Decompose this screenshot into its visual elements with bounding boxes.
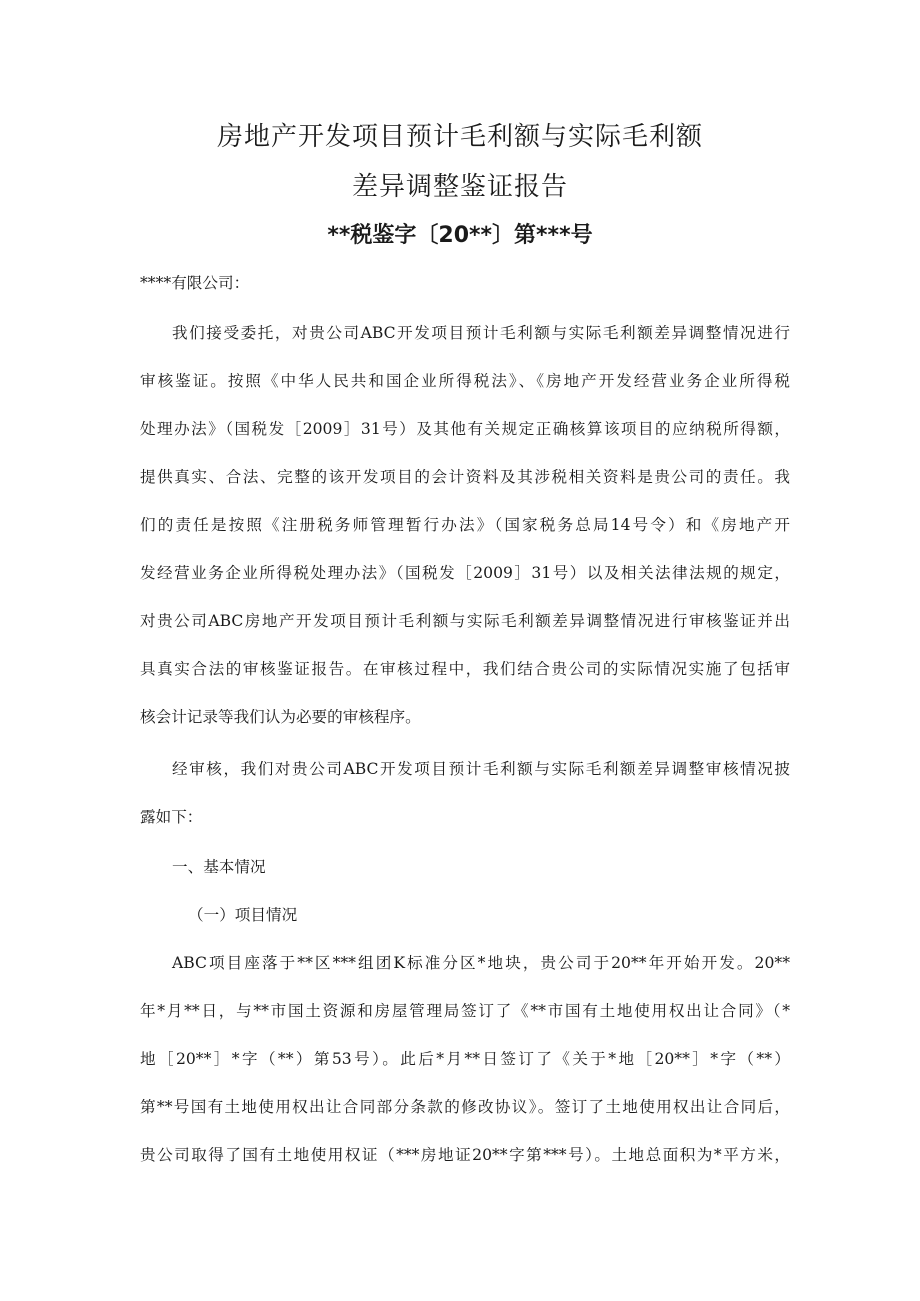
paragraph-3-line: 地［20**］*字（**）第53号）。此后*月**日签订了《关于*地［20**］*字（**）	[140, 1050, 790, 1068]
paragraph-3-line: 年*月**日，与**市国土资源和房屋管理局签订了《**市国有土地使用权出让合同》（*	[140, 1002, 790, 1020]
report-title-line-1: 房地产开发项目预计毛利额与实际毛利额	[216, 122, 703, 152]
paragraph-3-line: ABC项目座落于**区***组团K标准分区*地块，贵公司于20**年开始开发。20**	[172, 954, 790, 972]
section-heading: 一、基本情况	[172, 858, 266, 876]
paragraph-1-line: 审核鉴证。按照《中华人民共和国企业所得税法》、《房地产开发经营业务企业所得税	[140, 372, 790, 390]
paragraph-1-line: 对贵公司ABC房地产开发项目预计毛利额与实际毛利额差异调整情况进行审核鉴证并出	[140, 612, 790, 630]
paragraph-1-line: 处理办法》（国税发［2009］31号）及其他有关规定正确核算该项目的应纳税所得额，	[140, 420, 790, 438]
paragraph-1-line: 们的责任是按照《注册税务师管理暂行办法》（国家税务总局14号令）和《房地产开	[140, 516, 790, 534]
paragraph-1-line: 核会计记录等我们认为必要的审核程序。	[140, 708, 421, 726]
addressee: ****有限公司：	[140, 274, 250, 292]
paragraph-3-line: 第**号国有土地使用权出让合同部分条款的修改协议》。签订了土地使用权出让合同后，	[140, 1098, 790, 1116]
paragraph-2-line: 经审核，我们对贵公司ABC开发项目预计毛利额与实际毛利额差异调整审核情况披	[172, 760, 790, 778]
paragraph-1-line: 发经营业务企业所得税处理办法》（国税发［2009］31号）以及相关法律法规的规定，	[140, 564, 790, 582]
paragraph-3-line: 贵公司取得了国有土地使用权证（***房地证20**字第***号）。土地总面积为*平方米，	[140, 1146, 790, 1164]
document-number: **税鉴字〔20**〕第***号	[327, 223, 593, 248]
subsection-heading: （一）项目情况	[188, 906, 298, 924]
paragraph-1-line: 具真实合法的审核鉴证报告。在审核过程中，我们结合贵公司的实际情况实施了包括审	[140, 660, 790, 678]
paragraph-2-line: 露如下：	[140, 808, 203, 826]
report-title-line-2: 差异调整鉴证报告	[351, 172, 568, 202]
paragraph-1-line: 提供真实、合法、完整的该开发项目的会计资料及其涉税相关资料是贵公司的责任。我	[140, 468, 790, 486]
paragraph-1-line: 我们接受委托，对贵公司ABC开发项目预计毛利额与实际毛利额差异调整情况进行	[172, 324, 790, 342]
